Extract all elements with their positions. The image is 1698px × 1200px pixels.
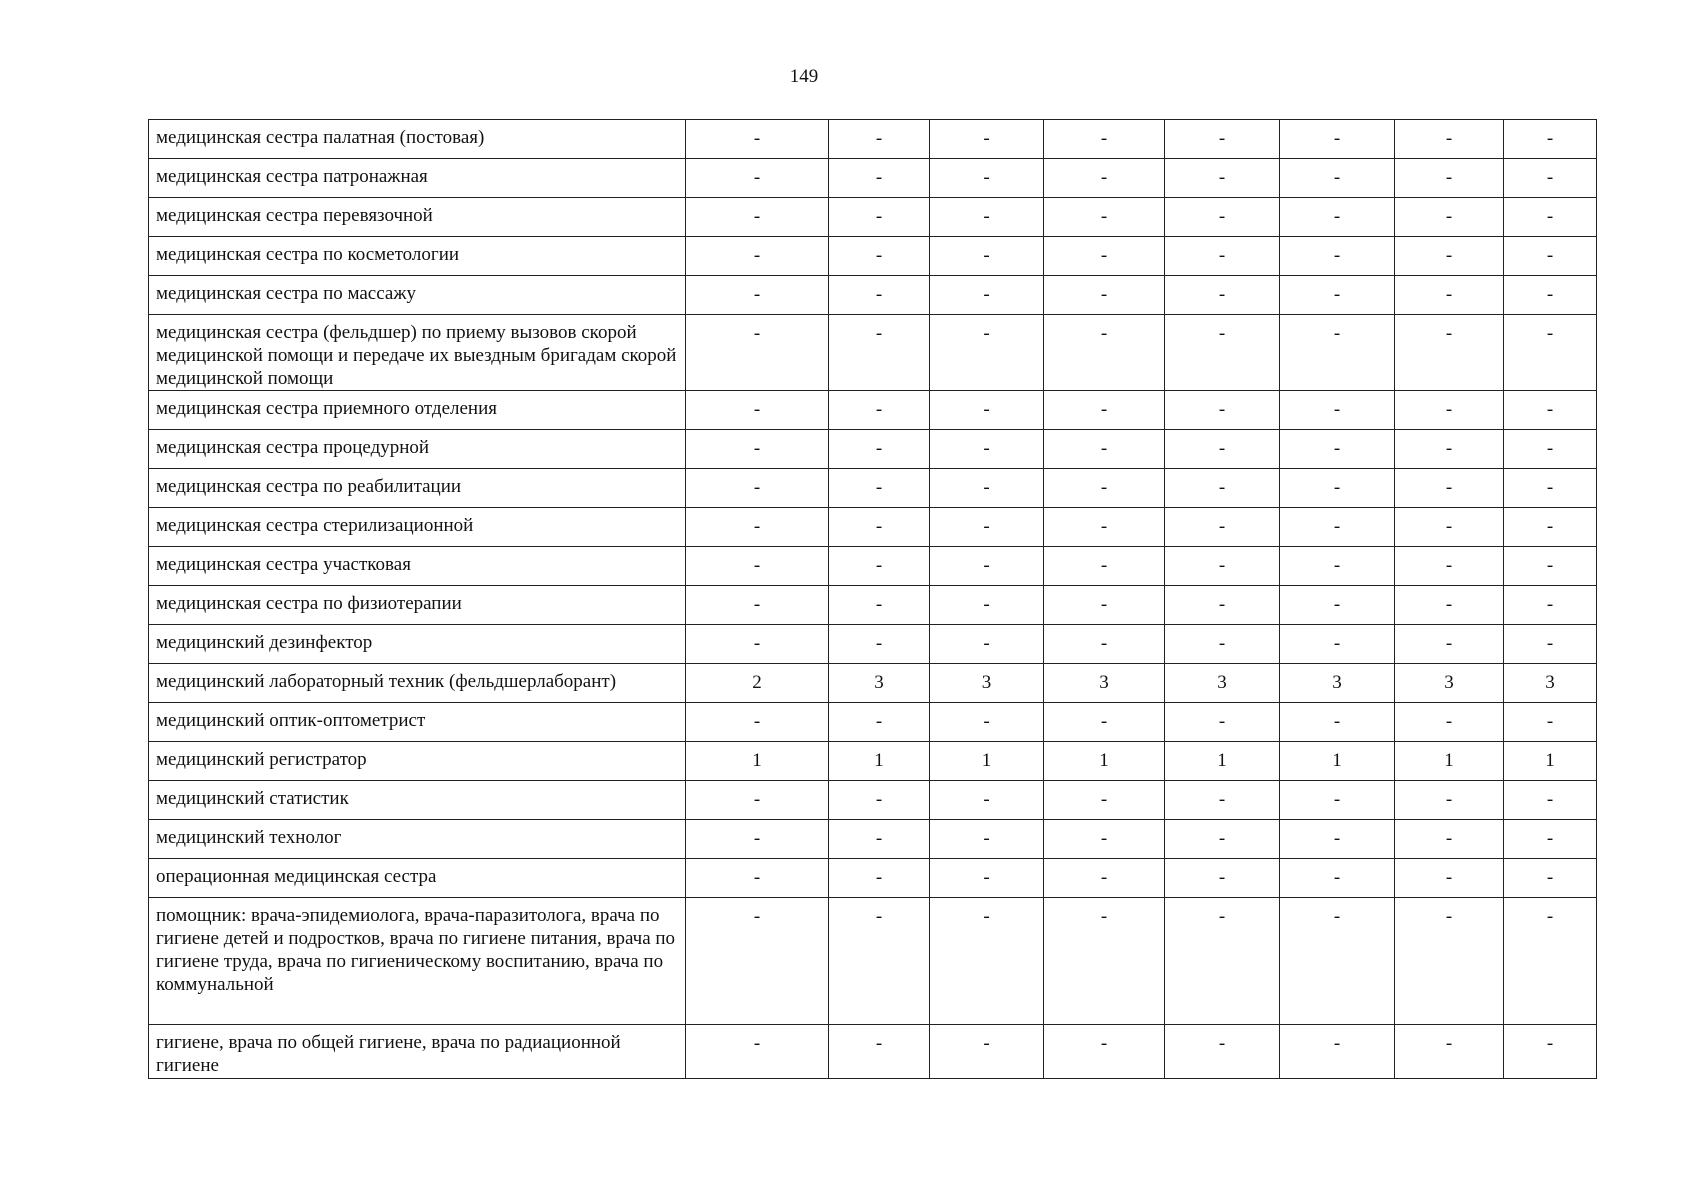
value-cell: - — [1395, 703, 1504, 742]
value-cell: - — [686, 469, 829, 508]
value-cell: - — [1280, 859, 1395, 898]
value-cell: - — [1280, 469, 1395, 508]
value-cell: - — [1504, 120, 1597, 159]
table-row — [149, 508, 1597, 547]
value-cell: - — [686, 820, 829, 859]
value-cell: - — [829, 237, 930, 276]
value-cell: - — [1165, 703, 1280, 742]
position-name-cell: медицинский статистик — [149, 781, 686, 820]
value-cell: - — [1504, 469, 1597, 508]
value-cell: - — [1395, 898, 1504, 1025]
value-cell: - — [1165, 430, 1280, 469]
value-cell: - — [686, 898, 829, 1025]
value-cell: - — [1504, 781, 1597, 820]
position-name-cell: медицинская сестра участковая — [149, 547, 686, 586]
value-cell: 1 — [686, 742, 829, 781]
value-cell: - — [1044, 508, 1165, 547]
position-name-cell: медицинская сестра приемного отделения — [149, 391, 686, 430]
value-cell: - — [930, 237, 1044, 276]
position-name-cell: медицинская сестра (фельдшер) по приему вызовов скорой медицинской помощи и передаче их выездным бригадам скорой медицинской помощи — [149, 315, 686, 391]
value-cell: - — [829, 703, 930, 742]
value-cell: - — [686, 625, 829, 664]
value-cell: - — [1395, 391, 1504, 430]
value-cell: - — [1504, 547, 1597, 586]
value-cell: - — [1395, 198, 1504, 237]
value-cell: - — [1280, 159, 1395, 198]
table-row — [149, 1025, 1597, 1079]
value-cell: - — [1044, 625, 1165, 664]
position-name-cell: медицинская сестра стерилизационной — [149, 508, 686, 547]
value-cell: - — [1165, 820, 1280, 859]
value-cell: - — [686, 430, 829, 469]
value-cell: - — [1165, 198, 1280, 237]
value-cell: - — [1044, 703, 1165, 742]
table-row — [149, 898, 1597, 1025]
value-cell: 1 — [1280, 742, 1395, 781]
value-cell: - — [1504, 391, 1597, 430]
value-cell: - — [1504, 315, 1597, 391]
value-cell: 3 — [1504, 664, 1597, 703]
value-cell: - — [1504, 198, 1597, 237]
value-cell: - — [1165, 898, 1280, 1025]
value-cell: - — [930, 508, 1044, 547]
value-cell: - — [1280, 547, 1395, 586]
value-cell: - — [1044, 237, 1165, 276]
value-cell: - — [1395, 159, 1504, 198]
value-cell: - — [1280, 508, 1395, 547]
position-name-cell: медицинский технолог — [149, 820, 686, 859]
value-cell: - — [1280, 315, 1395, 391]
value-cell: - — [1044, 430, 1165, 469]
value-cell: - — [829, 430, 930, 469]
value-cell: - — [686, 1025, 829, 1079]
value-cell: - — [686, 859, 829, 898]
value-cell: - — [686, 508, 829, 547]
value-cell: - — [930, 120, 1044, 159]
value-cell: 3 — [1165, 664, 1280, 703]
value-cell: - — [1165, 159, 1280, 198]
value-cell: - — [829, 625, 930, 664]
value-cell: - — [1504, 159, 1597, 198]
value-cell: - — [1280, 703, 1395, 742]
value-cell: - — [1504, 1025, 1597, 1079]
table-row — [149, 391, 1597, 430]
value-cell: - — [930, 469, 1044, 508]
value-cell: - — [686, 547, 829, 586]
value-cell: - — [1044, 781, 1165, 820]
position-name-cell: медицинский регистратор — [149, 742, 686, 781]
value-cell: - — [1165, 276, 1280, 315]
value-cell: - — [1504, 859, 1597, 898]
value-cell: - — [1044, 120, 1165, 159]
value-cell: - — [1280, 276, 1395, 315]
value-cell: - — [1395, 586, 1504, 625]
table-row — [149, 547, 1597, 586]
value-cell: - — [1395, 276, 1504, 315]
value-cell: - — [1280, 1025, 1395, 1079]
value-cell: - — [1395, 547, 1504, 586]
value-cell: - — [1165, 508, 1280, 547]
value-cell: - — [1165, 391, 1280, 430]
value-cell: - — [829, 469, 930, 508]
table-row — [149, 859, 1597, 898]
value-cell: - — [829, 898, 930, 1025]
value-cell: - — [829, 159, 930, 198]
value-cell: - — [1280, 391, 1395, 430]
value-cell: - — [1165, 781, 1280, 820]
value-cell: - — [686, 586, 829, 625]
value-cell: - — [1504, 508, 1597, 547]
value-cell: 3 — [1280, 664, 1395, 703]
value-cell: - — [1504, 625, 1597, 664]
position-name-cell: медицинский лабораторный техник (фельдшерлаборант) — [149, 664, 686, 703]
value-cell: - — [1504, 898, 1597, 1025]
value-cell: - — [1044, 859, 1165, 898]
value-cell: - — [930, 430, 1044, 469]
value-cell: - — [829, 1025, 930, 1079]
value-cell: - — [1395, 430, 1504, 469]
table-row — [149, 276, 1597, 315]
value-cell: - — [930, 1025, 1044, 1079]
value-cell: - — [829, 859, 930, 898]
table-row — [149, 664, 1597, 703]
value-cell: 1 — [829, 742, 930, 781]
value-cell: - — [1395, 1025, 1504, 1079]
value-cell: - — [1280, 820, 1395, 859]
position-name-cell: медицинский дезинфектор — [149, 625, 686, 664]
value-cell: - — [930, 859, 1044, 898]
value-cell: - — [930, 820, 1044, 859]
table-row — [149, 586, 1597, 625]
value-cell: - — [829, 547, 930, 586]
table-row — [149, 703, 1597, 742]
value-cell: - — [1165, 237, 1280, 276]
table-row — [149, 159, 1597, 198]
position-name-cell: медицинская сестра по реабилитации — [149, 469, 686, 508]
value-cell: - — [686, 703, 829, 742]
value-cell: - — [686, 159, 829, 198]
value-cell: - — [1044, 315, 1165, 391]
value-cell: - — [829, 781, 930, 820]
table-row — [149, 430, 1597, 469]
value-cell: - — [1280, 586, 1395, 625]
value-cell: - — [686, 237, 829, 276]
value-cell: - — [1044, 898, 1165, 1025]
value-cell: - — [1395, 120, 1504, 159]
position-name-cell: медицинская сестра по физиотерапии — [149, 586, 686, 625]
value-cell: - — [930, 391, 1044, 430]
value-cell: 3 — [1044, 664, 1165, 703]
value-cell: - — [1044, 469, 1165, 508]
value-cell: - — [1044, 820, 1165, 859]
value-cell: - — [1395, 625, 1504, 664]
value-cell: - — [1165, 1025, 1280, 1079]
table-row — [149, 820, 1597, 859]
value-cell: - — [686, 120, 829, 159]
value-cell: - — [1504, 237, 1597, 276]
table-row — [149, 237, 1597, 276]
value-cell: - — [930, 315, 1044, 391]
value-cell: - — [1165, 859, 1280, 898]
value-cell: - — [1165, 547, 1280, 586]
value-cell: - — [1395, 820, 1504, 859]
value-cell: 2 — [686, 664, 829, 703]
value-cell: - — [930, 898, 1044, 1025]
table-body — [149, 120, 1597, 1079]
value-cell: - — [930, 625, 1044, 664]
value-cell: - — [1165, 120, 1280, 159]
value-cell: - — [1280, 625, 1395, 664]
position-name-cell: медицинская сестра патронажная — [149, 159, 686, 198]
value-cell: 1 — [1504, 742, 1597, 781]
value-cell: 3 — [829, 664, 930, 703]
value-cell: - — [1280, 430, 1395, 469]
value-cell: - — [686, 198, 829, 237]
value-cell: - — [1395, 859, 1504, 898]
value-cell: - — [1395, 315, 1504, 391]
value-cell: - — [1280, 198, 1395, 237]
table-row — [149, 469, 1597, 508]
position-name-cell: медицинская сестра по косметологии — [149, 237, 686, 276]
value-cell: - — [1395, 237, 1504, 276]
position-name-cell: медицинская сестра по массажу — [149, 276, 686, 315]
value-cell: - — [930, 547, 1044, 586]
table-row — [149, 315, 1597, 391]
position-name-cell: медицинская сестра палатная (постовая) — [149, 120, 686, 159]
value-cell: - — [829, 508, 930, 547]
value-cell: - — [1395, 781, 1504, 820]
value-cell: - — [1504, 586, 1597, 625]
value-cell: - — [1044, 586, 1165, 625]
value-cell: 3 — [930, 664, 1044, 703]
value-cell: 1 — [1395, 742, 1504, 781]
value-cell: - — [1395, 508, 1504, 547]
table-row — [149, 742, 1597, 781]
position-name-cell: медицинская сестра перевязочной — [149, 198, 686, 237]
value-cell: - — [829, 820, 930, 859]
value-cell: - — [1504, 276, 1597, 315]
position-name-cell: гигиене, врача по общей гигиене, врача по радиационной гигиене — [149, 1025, 686, 1079]
value-cell: - — [1280, 781, 1395, 820]
value-cell: - — [1280, 120, 1395, 159]
table-row — [149, 625, 1597, 664]
value-cell: - — [686, 391, 829, 430]
value-cell: - — [829, 391, 930, 430]
value-cell: - — [930, 198, 1044, 237]
position-name-cell: операционная медицинская сестра — [149, 859, 686, 898]
value-cell: - — [1044, 276, 1165, 315]
value-cell: - — [1165, 469, 1280, 508]
value-cell: - — [829, 120, 930, 159]
value-cell: 1 — [1044, 742, 1165, 781]
value-cell: - — [1504, 820, 1597, 859]
position-name-cell: медицинская сестра процедурной — [149, 430, 686, 469]
staffing-table — [148, 119, 1597, 1079]
value-cell: - — [1165, 625, 1280, 664]
value-cell: - — [930, 159, 1044, 198]
value-cell: - — [930, 586, 1044, 625]
value-cell: 3 — [1395, 664, 1504, 703]
value-cell: - — [930, 276, 1044, 315]
value-cell: - — [1165, 315, 1280, 391]
value-cell: - — [1280, 237, 1395, 276]
table-row — [149, 198, 1597, 237]
value-cell: - — [930, 781, 1044, 820]
value-cell: - — [1044, 198, 1165, 237]
value-cell: - — [1395, 469, 1504, 508]
value-cell: - — [1280, 898, 1395, 1025]
value-cell: - — [1044, 547, 1165, 586]
value-cell: - — [930, 703, 1044, 742]
value-cell: - — [1044, 159, 1165, 198]
table-row — [149, 781, 1597, 820]
value-cell: - — [1044, 1025, 1165, 1079]
value-cell: 1 — [1165, 742, 1280, 781]
value-cell: - — [829, 315, 930, 391]
position-name-cell: помощник: врача-эпидемиолога, врача-паразитолога, врача по гигиене детей и подростков, врача по гигиене питания, врача по гигиене труда, врача по гигиеническому воспитанию, врача по коммунальной — [149, 898, 686, 1025]
value-cell: - — [686, 276, 829, 315]
value-cell: - — [1504, 430, 1597, 469]
value-cell: - — [1165, 586, 1280, 625]
value-cell: - — [1044, 391, 1165, 430]
value-cell: - — [686, 315, 829, 391]
page-number: 149 — [789, 66, 819, 87]
position-name-cell: медицинский оптик-оптометрист — [149, 703, 686, 742]
table-row — [149, 120, 1597, 159]
value-cell: - — [829, 586, 930, 625]
value-cell: - — [829, 198, 930, 237]
value-cell: - — [686, 781, 829, 820]
value-cell: - — [829, 276, 930, 315]
value-cell: - — [1504, 703, 1597, 742]
value-cell: 1 — [930, 742, 1044, 781]
